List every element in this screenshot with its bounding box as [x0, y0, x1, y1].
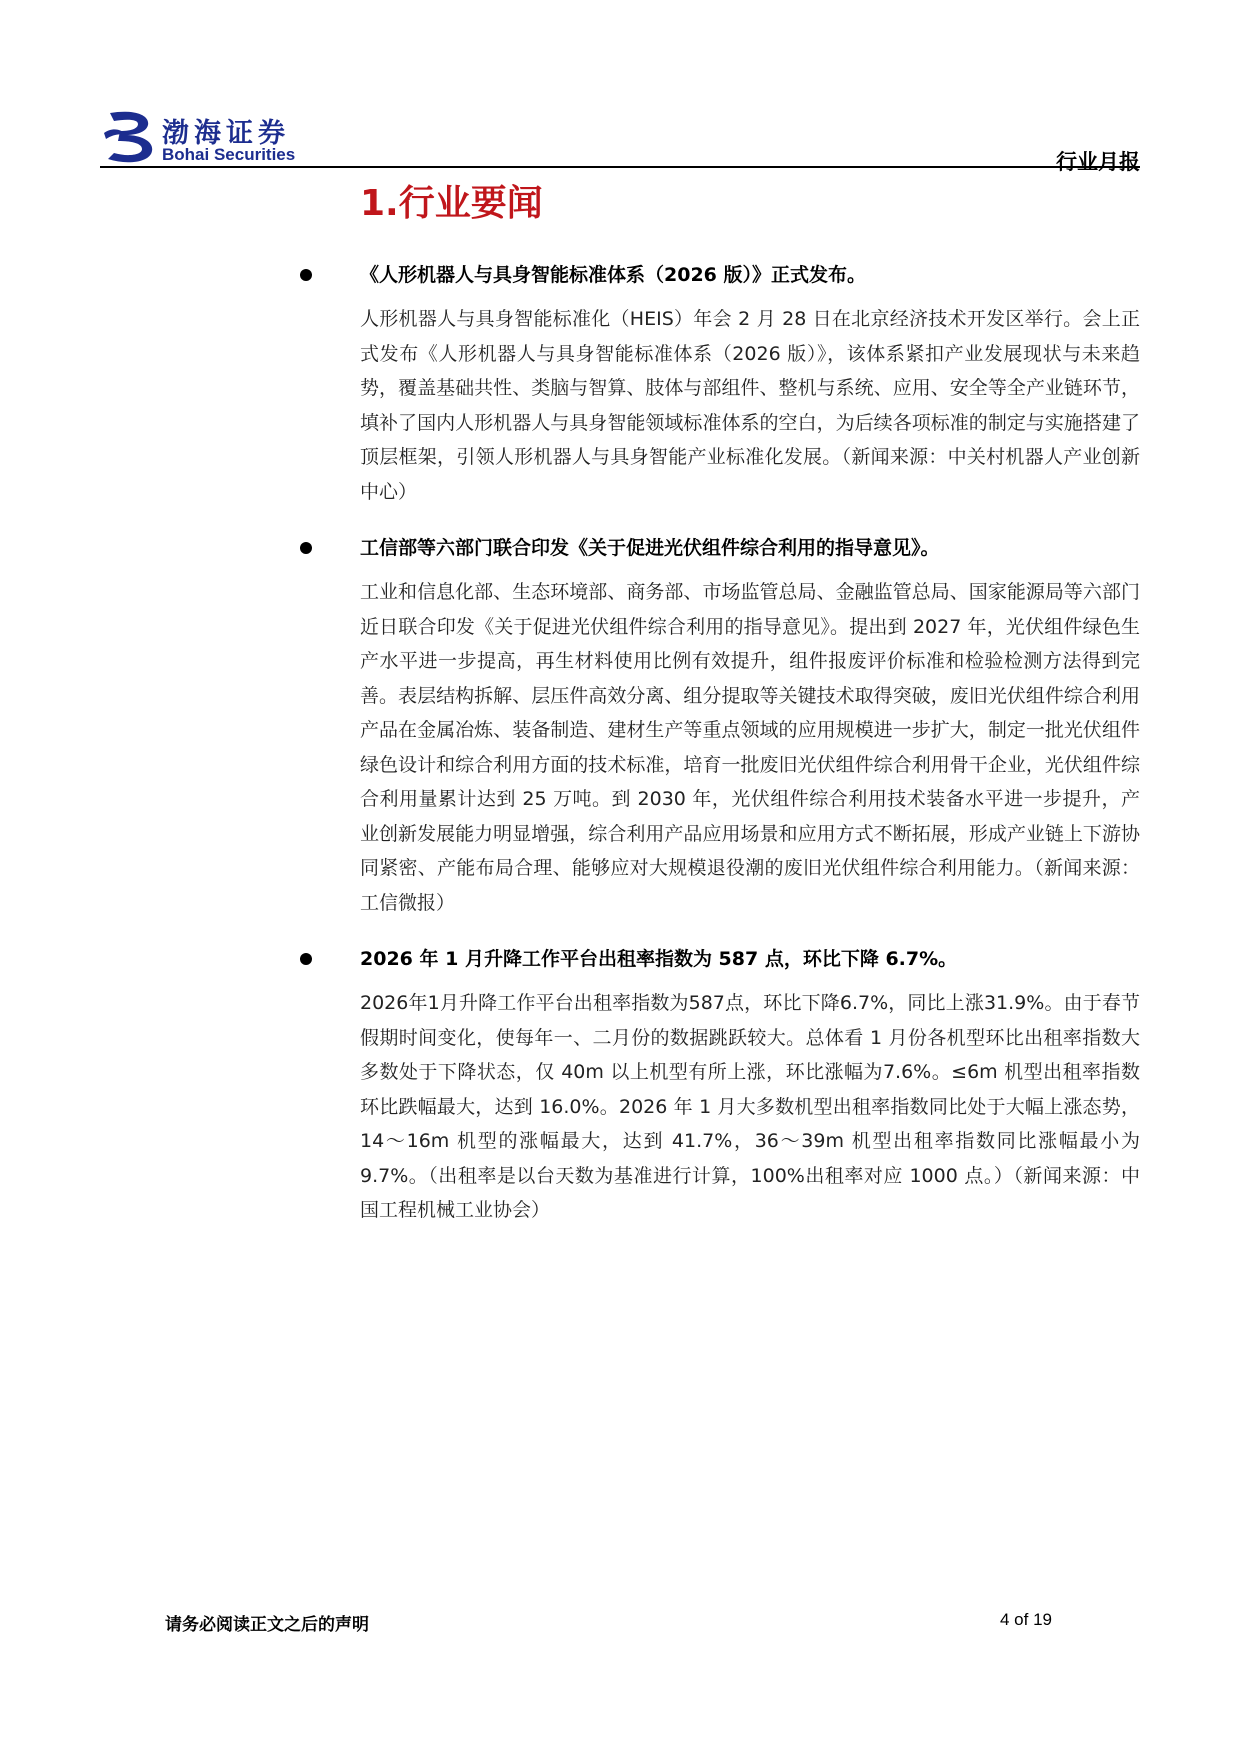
- news-title: [310, 942, 1140, 976]
- footer-disclaimer: 请务必阅读正文之后的声明: [165, 1615, 369, 1635]
- news-title-text: 《人形机器人与具身智能标准体系（2026 版）》正式发布。: [360, 264, 866, 286]
- news-item: [360, 942, 1140, 1228]
- section-title: 1.行业要闻: [360, 183, 543, 224]
- news-body: 人形机器人与具身智能标准化（HEIS）年会 2 月 28 日在北京经济技术开发区举行。会上正式发布《人形机器人与具身智能标准体系（2026 版）》，该体系紧扣产业发展现状与未来趋势，覆盖基础共性、类脑与智算、肢体与部组件、整机与系统、应用、安全等全产业链环节，填补了国内人形机器人与具身智能领域标准体系的空白，为后续各项标准的制定与实施搭建了顶层框架，引领人形机器人与具身智能产业标准化发展。（新闻来源：中关村机器人产业创新中心）: [360, 308, 1140, 503]
- news-title-text: 工信部等六部门联合印发《关于促进光伏组件综合利用的指导意见》。: [360, 537, 940, 559]
- header-divider: [100, 166, 1140, 168]
- news-body: 2026年1月升降工作平台出租率指数为587点，环比下降6.7%，同比上涨31.9%。由于春节假期时间变化，使每年一、二月份的数据跳跃较大。总体看 1 月份各机型环比出租率指数大多数处于下降状态，仅 40m 以上机型有所上涨，环比涨幅为7.6%。≤6m 机型出租率指数环比跌幅最大，达到 16.0%。2026 年 1 月大多数机型出租率指数同比处于大幅上涨态势，14～16m 机型的涨幅最大，达到 41.7%，36～39m 机型出租率指数同比涨幅最小为 9.7%。（出租率是以台天数为基准进行计算，100%出租率对应 1000 点。）（新闻来源：中国工程机械工业协会）: [360, 992, 1140, 1221]
- logo-chinese-name: 渤海证券: [162, 118, 290, 149]
- news-body: 工业和信息化部、生态环境部、商务部、市场监管总局、金融监管总局、国家能源局等六部门近日联合印发《关于促进光伏组件综合利用的指导意见》。提出到 2027 年，光伏组件绿色生产水平进一步提高，再生材料使用比例有效提升，组件报废评价标准和检验检测方法得到完善。表层结构拆解、层压件高效分离、组分提取等关键技术取得突破，废旧光伏组件综合利用产品在金属冶炼、装备制造、建材生产等重点领域的应用规模进一步扩大，制定一批光伏组件绿色设计和综合利用方面的技术标准，培育一批废旧光伏组件综合利用骨干企业，光伏组件综合利用量累计达到 25 万吨。到 2030 年，光伏组件综合利用技术装备水平进一步提升，产业创新发展能力明显增强，综合利用产品应用场景和应用方式不断拓展，形成产业链上下游协同紧密、产能布局合理、能够应对大规模退役潮的废旧光伏组件综合利用能力。（新闻来源：工信微报）: [360, 581, 1140, 914]
- page-number: 4 of 19: [1000, 1610, 1052, 1629]
- news-item: [360, 531, 1140, 920]
- bullet-icon: [300, 269, 312, 281]
- news-title-text: 2026 年 1 月升降工作平台出租率指数为 587 点，环比下降 6.7%。: [360, 948, 958, 970]
- news-list: [360, 258, 1140, 1250]
- news-item: [360, 258, 1140, 509]
- report-type-label: 行业月报: [1056, 150, 1140, 174]
- company-logo: [104, 107, 344, 167]
- logo-english-name: Bohai Securities: [162, 145, 296, 164]
- news-title: [310, 531, 1140, 565]
- bullet-icon: [300, 953, 312, 965]
- news-title: [310, 258, 1140, 292]
- bullet-icon: [300, 542, 312, 554]
- bohai-logo-icon: [104, 107, 160, 165]
